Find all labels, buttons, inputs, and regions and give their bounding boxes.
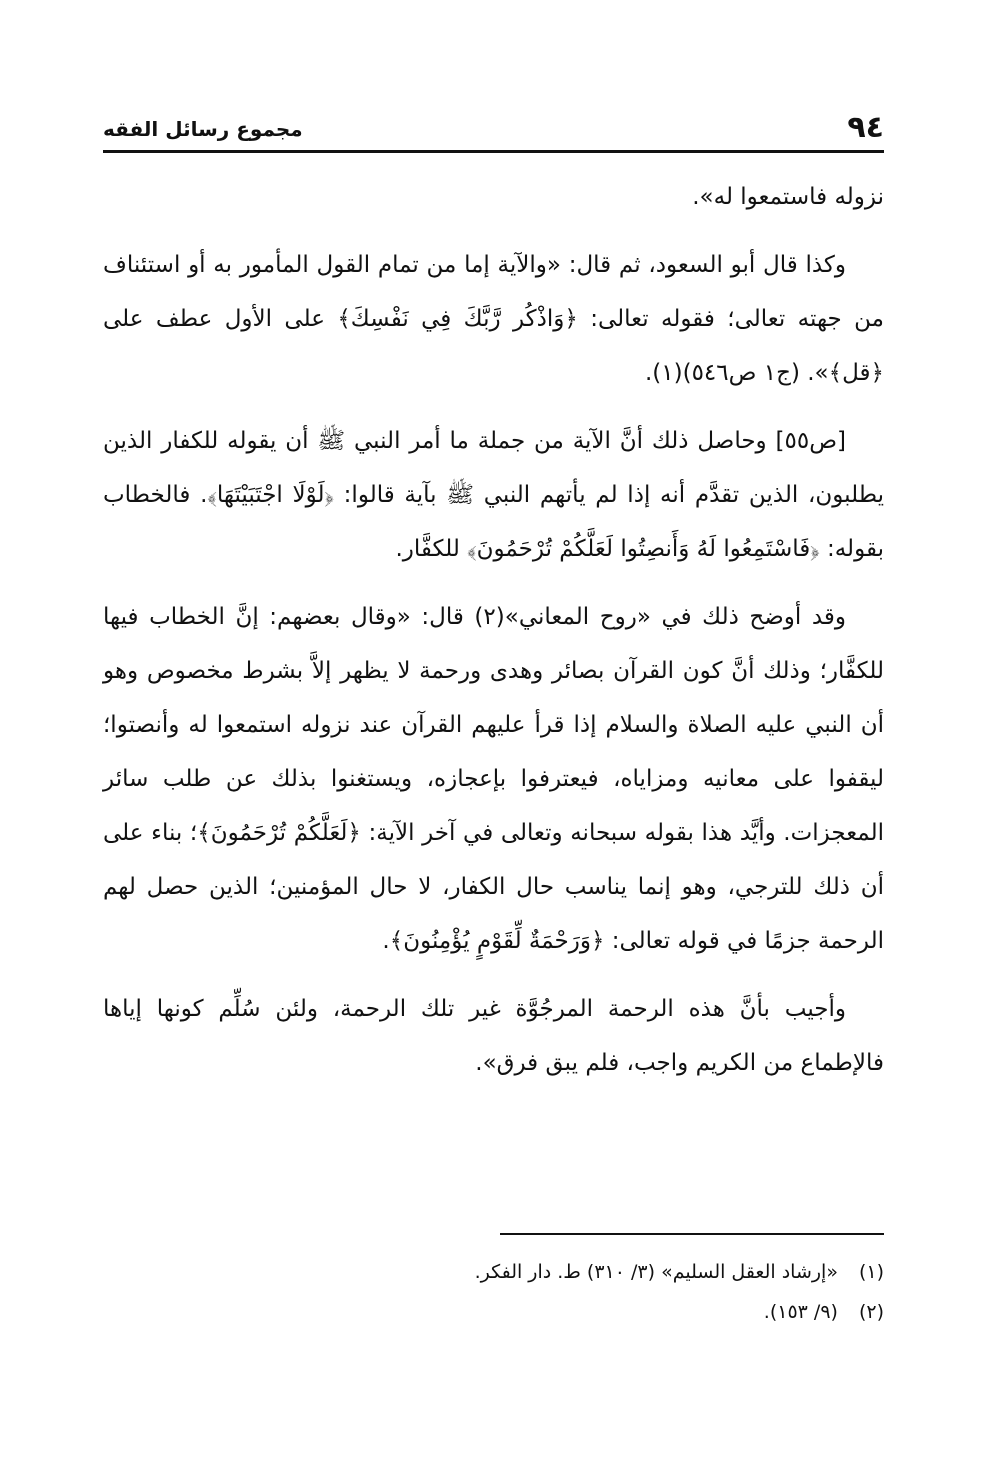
- footnote: [103, 1252, 884, 1292]
- footnote-text: «إرشاد العقل السليم» (٣/ ٣١٠) ط. دار الفكر.: [474, 1261, 838, 1283]
- main-text: [103, 170, 884, 1090]
- footnote-number: (١): [858, 1261, 884, 1283]
- paragraph: وكذا قال أبو السعود، ثم قال: «والآية إما من تمام القول المأمور به أو استئناف من جهته تعالى؛ فقوله تعالى: ﴿وَاذْكُر رَّبَّكَ فِي نَفْسِكَ﴾ على الأول عطف على ﴿قل﴾». (ج١ ص٥٤٦)(١).: [103, 252, 884, 386]
- footnote-text: (٩/ ١٥٣).: [763, 1301, 838, 1323]
- page-number: ٩٤: [847, 110, 884, 145]
- footnotes: [103, 1252, 884, 1332]
- footnote-number: (٢): [858, 1301, 884, 1323]
- paragraph: [ص٥٥] وحاصل ذلك أنَّ الآية من جملة ما أمر النبي ﷺ أن يقوله للكفار الذين يطلبون، الذين تقدَّم أنه إذا لم يأتهم النبي ﷺ بآية قالوا: ﴿لَوْلَا اجْتَبَيْتَهَا﴾. فالخطاب بقوله: ﴿فَاسْتَمِعُوا لَهُ وَأَنصِتُوا لَعَلَّكُمْ تُرْحَمُونَ﴾ للكفَّار.: [103, 428, 884, 562]
- header-rule: [103, 150, 884, 153]
- paragraph: وقد أوضح ذلك في «روح المعاني»(٢) قال: «وقال بعضهم: إنَّ الخطاب فيها للكفَّار؛ وذلك أنَّ كون القرآن بصائر وهدى ورحمة لا يظهر إلاَّ بشرط مخصوص وهو أن النبي عليه الصلاة والسلام إذا قرأ عليهم القرآن عند نزوله استمعوا له وأنصتوا؛ ليقفوا على معانيه ومزاياه، فيعترفوا بإعجازه، ويستغنوا بذلك عن طلب سائر المعجزات. وأيَّد هذا بقوله سبحانه وتعالى في آخر الآية: ﴿لَعَلَّكُمْ تُرْحَمُونَ﴾؛ بناء على أن ذلك للترجي، وهو إنما يناسب حال الكفار، لا حال المؤمنين؛ الذين حصل لهم الرحمة جزمًا في قوله تعالى: ﴿وَرَحْمَةٌ لِّقَوْمٍ يُؤْمِنُونَ﴾.: [103, 604, 884, 954]
- paragraph: وأجيب بأنَّ هذه الرحمة المرجُوَّة غير تلك الرحمة، ولئن سُلِّم كونها إياها فالإطماع من الكريم واجب، فلم يبق فرق».: [103, 996, 884, 1076]
- footnote: [103, 1292, 884, 1332]
- footnote-rule: [500, 1233, 884, 1235]
- paragraph: نزوله فاستمعوا له».: [692, 184, 884, 210]
- page-header: [103, 108, 884, 152]
- running-title: مجموع رسائل الفقه: [103, 117, 303, 141]
